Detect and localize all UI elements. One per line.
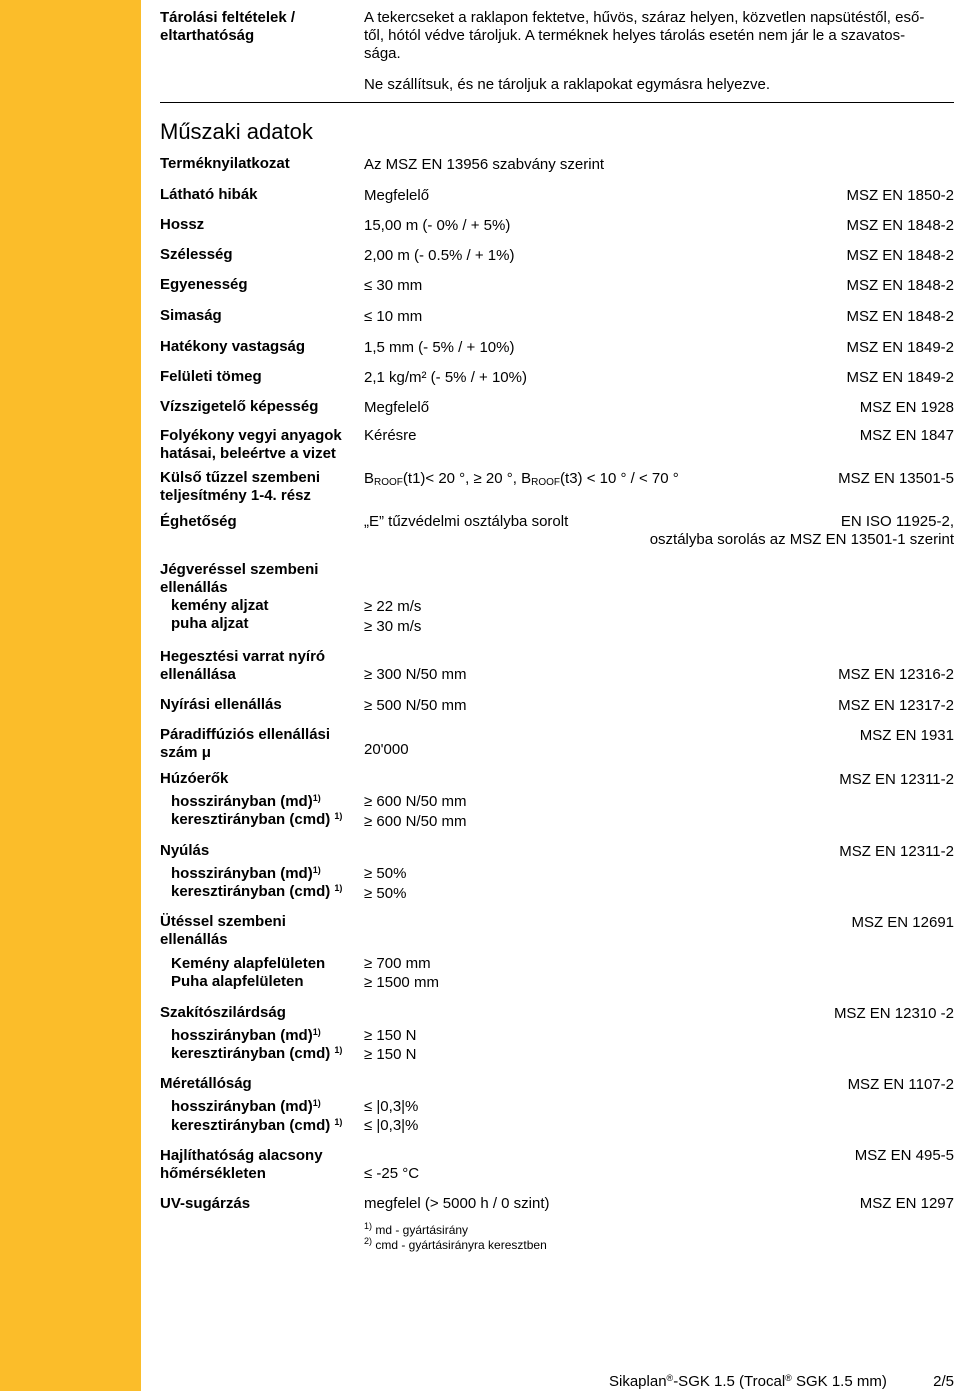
mass-value: 2,1 kg/m² (- 5% / + 10%) [364,369,527,386]
tensile-md-label: hosszirányban (md)$^{1)}$ [171,793,321,810]
cold-bend-standard: MSZ EN 495-5 [854,1147,954,1164]
flammability-label: Éghetőség [160,513,237,530]
length-standard: MSZ EN 1848-2 [846,217,954,234]
defects-value: Megfelelő [364,187,430,204]
greater-equal-icon: ≥ [364,697,373,714]
cold-bend-value: ≤ -25 °C [364,1165,420,1182]
tensile-cmd-label: keresztirányban (cmd) $^{1)}$ [171,811,343,828]
less-equal-icon: ≤ [364,308,373,325]
tear-standard: MSZ EN 12310 -2 [833,1005,954,1022]
page-number: 2/5 [933,1373,954,1390]
tear-md-value: ≥ 150 N [364,1027,417,1044]
mass-label: Felületi tömeg [160,368,262,385]
uv-standard: MSZ EN 1297 [859,1195,954,1212]
hail-soft-value: ≥ 30 m/s [364,618,422,635]
impact-hard-label: Kemény alapfelületen [171,955,326,972]
less-equal-icon: ≤ [364,1165,373,1182]
mass-standard: MSZ EN 1849-2 [846,369,954,386]
yellow-sidebar [0,0,141,1391]
seam-shear-standard: MSZ EN 12316-2 [838,666,954,683]
flatness-label: Simaság [160,307,222,324]
tear-md-label: hosszirányban (md)$^{1)}$ [171,1027,321,1044]
width-standard: MSZ EN 1848-2 [846,247,954,264]
seam-shear-label: Hegesztési varrat nyíró ellenállása [160,648,326,683]
hail-soft-label: puha aljzat [171,615,249,632]
vapour-label: Páradiffúziós ellenállási szám μ [160,726,331,761]
vapour-standard: MSZ EN 1931 [859,727,954,744]
footer-product: Sikaplan®-SGK 1.5 (Trocal® SGK 1.5 mm) [609,1373,887,1390]
greater-equal-icon: ≥ [364,1027,373,1044]
thickness-value: 1,5 mm (- 5% / + 10%) [364,339,515,356]
greater-equal-icon: ≥ [473,470,482,487]
cold-bend-label: Hajlíthatóság alacsony hőmérsékleten [160,1147,323,1182]
impact-label: Ütéssel szembeni ellenállás [160,913,286,948]
elongation-cmd-label: keresztirányban (cmd) $^{1)}$ [171,883,343,900]
greater-equal-icon: ≥ [364,618,373,635]
tensile-md-value: ≥ 600 N/50 mm [364,793,467,810]
width-label: Szélesség [160,246,233,263]
storage-text: A tekercseket a raklapon fektetve, hűvös, száraz helyen, közvetlen napsütéstől, eső- től, hótól védve tároljuk. A terméknek helyes tárolás esetén nem jár le a szavatos- sága. Ne szállítsuk, és ne tároljuk a raklapokat egymásra helyezve. [364,9,925,93]
hail-hard-label: kemény aljzat [171,597,269,614]
watertight-standard: MSZ EN 1928 [859,399,954,416]
external-fire-label: Külső tűzzel szembeni teljesítmény 1-4. rész [160,469,321,504]
defects-label: Látható hibák [160,186,258,203]
greater-equal-icon: ≥ [364,955,373,972]
elongation-md-value: ≥ 50% [364,865,407,882]
shear-value: ≥ 500 N/50 mm [364,697,467,714]
shear-label: Nyírási ellenállás [160,696,282,713]
section-title: Műszaki adatok [160,119,313,144]
greater-equal-icon: ≥ [364,885,373,902]
dimensional-label: Méretállóság [160,1075,252,1092]
hail-hard-value: ≥ 22 m/s [364,598,422,615]
thickness-label: Hatékony vastagság [160,338,306,355]
greater-equal-icon: ≥ [364,974,373,991]
flatness-standard: MSZ EN 1848-2 [846,308,954,325]
hail-label: Jégveréssel szembeni ellenállás [160,561,319,596]
less-equal-icon: ≤ [364,1098,373,1115]
impact-hard-value: ≥ 700 mm [364,955,431,972]
elongation-label: Nyúlás [160,842,210,859]
less-equal-icon: ≤ [364,277,373,294]
dimensional-md-label: hosszirányban (md)$^{1)}$ [171,1098,321,1115]
watertight-label: Vízszigetelő képesség [160,398,319,415]
tear-cmd-label: keresztirányban (cmd) $^{1)}$ [171,1045,343,1062]
tensile-label: Húzóerők [160,770,229,787]
flatness-value: ≤ 10 mm [364,308,423,325]
greater-equal-icon: ≥ [364,598,373,615]
tensile-cmd-value: ≥ 600 N/50 mm [364,813,467,830]
liquid-standard: MSZ EN 1847 [859,427,954,444]
length-label: Hossz [160,216,205,233]
divider-line [160,102,954,103]
impact-standard: MSZ EN 12691 [851,914,954,931]
external-fire-value: $B_{ROOF}(t1)< 20$ °, ≥ 20 °, $B_{ROOF}(t3) < 10$ ° / < 70 ° [364,470,679,488]
liquid-label: Folyékony vegyi anyagok hatásai, beleértve a vizet [160,427,342,462]
uv-value: megfelel (> 5000 h / 0 szint) [364,1195,550,1212]
mu-symbol: μ [201,744,211,761]
greater-equal-icon: ≥ [364,666,373,683]
declaration-label: Terméknyilatkozat [160,155,290,172]
dimensional-md-value: ≤ |0,3|% [364,1098,419,1115]
greater-equal-icon: ≥ [364,1046,373,1063]
footnote-cmd: $^{2)}$ cmd - gyártásirányra keresztben [364,1236,547,1252]
elongation-md-label: hosszirányban (md)$^{1)}$ [171,865,321,882]
straightness-label: Egyenesség [160,276,248,293]
dimensional-standard: MSZ EN 1107-2 [847,1076,954,1093]
footnote-md: $^{1)}$ md - gyártásirány [364,1221,469,1237]
greater-equal-icon: ≥ [364,813,373,830]
seam-shear-value: ≥ 300 N/50 mm [364,666,467,683]
watertight-value: Megfelelő [364,399,430,416]
thickness-standard: MSZ EN 1849-2 [846,339,954,356]
impact-soft-label: Puha alapfelületen [171,973,304,990]
uv-label: UV-sugárzás [160,1195,251,1212]
straightness-standard: MSZ EN 1848-2 [846,277,954,294]
dimensional-cmd-value: ≤ |0,3|% [364,1117,419,1134]
dimensional-cmd-label: keresztirányban (cmd) $^{1)}$ [171,1117,343,1134]
external-fire-standard: MSZ EN 13501-5 [838,470,954,487]
length-value: 15,00 m (- 0% / + 5%) [364,217,511,234]
tear-label: Szakítószilárdság [160,1004,286,1021]
storage-label: Tárolási feltételek / eltarthatóság [160,9,296,44]
impact-soft-value: ≥ 1500 mm [364,974,439,991]
defects-standard: MSZ EN 1850-2 [846,187,954,204]
tensile-standard: MSZ EN 12311-2 [839,771,954,788]
liquid-value: Kérésre [364,427,417,444]
straightness-value: ≤ 30 mm [364,277,423,294]
tear-cmd-value: ≥ 150 N [364,1046,417,1063]
greater-equal-icon: ≥ [364,865,373,882]
width-value: 2,00 m (- 0.5% / + 1%) [364,247,515,264]
less-equal-icon: ≤ [364,1117,373,1134]
flammability-standard: EN ISO 11925-2, osztályba sorolás az MSZ EN 13501-1 szerint [649,513,954,548]
shear-standard: MSZ EN 12317-2 [838,697,954,714]
vapour-value: 20'000 [364,741,409,758]
flammability-value: „E” tűzvédelmi osztályba sorolt [364,513,569,530]
greater-equal-icon: ≥ [364,793,373,810]
elongation-cmd-value: ≥ 50% [364,885,407,902]
elongation-standard: MSZ EN 12311-2 [839,843,954,860]
declaration-value: Az MSZ EN 13956 szabvány szerint [364,156,605,173]
